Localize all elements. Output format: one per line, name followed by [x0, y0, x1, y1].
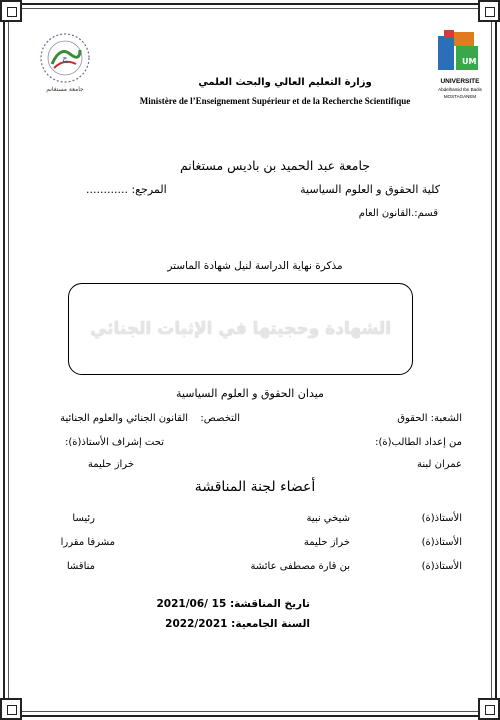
specialty-label: التخصص:	[200, 413, 240, 424]
border-corner-ornament	[0, 698, 22, 720]
svg-text:UM: UM	[462, 57, 477, 66]
border-corner-ornament	[478, 0, 500, 22]
logo-text-line3: MOSTAGANEM	[443, 94, 477, 99]
student-name: عمران لبنة	[416, 459, 462, 470]
branch-field	[397, 413, 462, 424]
member-name: شيخي نبية	[306, 513, 350, 524]
university-name: جامعة عبد الحميد بن باديس مستغانم	[179, 158, 370, 173]
branch-value: الحقوق	[397, 413, 428, 424]
member-role: رئيسا	[72, 513, 95, 524]
member-role: مناقشا	[66, 561, 95, 572]
academic-year	[165, 618, 310, 630]
logo-text-line2: Abdelhamid Ibn Badis	[438, 87, 482, 92]
student-label: من إعداد الطالب(ة):	[375, 437, 462, 448]
member-name: بن قارة مصطفى عائشة	[250, 561, 350, 572]
memo-description: مذكرة نهاية الدراسة لنيل شهادة الماستر	[167, 260, 343, 272]
ministry-name-french: Ministère de l’Enseignement Supérieur et de la Recherche Scientifique	[139, 96, 411, 106]
reference-value: ............	[86, 183, 128, 196]
supervisor-label: تحت إشراف الأستاذ(ة):	[64, 437, 164, 448]
member-label: الأستاذ(ة)	[421, 561, 462, 572]
border-corner-ornament	[0, 0, 22, 22]
department-name: قسم:.القانون العام	[358, 208, 438, 219]
svg-text:ج: ج	[62, 54, 68, 64]
thesis-title: الشهادة وحجيتها في الإثبات الجنائي	[89, 319, 392, 339]
member-name: خراز حليمة	[303, 537, 350, 548]
field-of-study: ميدان الحقوق و العلوم السياسية	[176, 387, 324, 400]
member-role: مشرفا مقررا	[60, 537, 115, 548]
thesis-title-box	[68, 283, 413, 375]
academic-year-value: 2022/2021	[165, 618, 228, 630]
reference-field	[86, 183, 167, 196]
university-um-logo	[430, 28, 490, 106]
defense-date	[157, 598, 311, 610]
specialty-value: القانون الجنائي والعلوم الجنائية	[60, 413, 189, 424]
member-label: الأستاذ(ة)	[421, 513, 462, 524]
specialty-field	[60, 413, 240, 424]
ministry-name-arabic: وزارة التعليم العالي والبحث العلمي	[198, 77, 372, 88]
faculty-name: كلية الحقوق و العلوم السياسية	[300, 183, 440, 196]
committee-title: أعضاء لجنة المناقشة	[194, 479, 316, 495]
reference-label: المرجع:	[131, 183, 167, 196]
academic-year-label: السنة الجامعية:	[231, 618, 310, 630]
university-seal-logo	[30, 28, 100, 108]
member-label: الأستاذ(ة)	[421, 537, 462, 548]
border-corner-ornament	[478, 698, 500, 720]
seal-caption: جامعة مستغانم	[46, 86, 84, 93]
defense-date-value: 15 /2021/06	[156, 598, 227, 610]
defense-date-label: تاريخ المناقشة:	[229, 598, 310, 610]
supervisor-name: خراز حليمة	[87, 459, 134, 470]
logo-text-line1: UNIVERSITE	[440, 78, 480, 85]
branch-label: الشعبة:	[430, 413, 462, 424]
